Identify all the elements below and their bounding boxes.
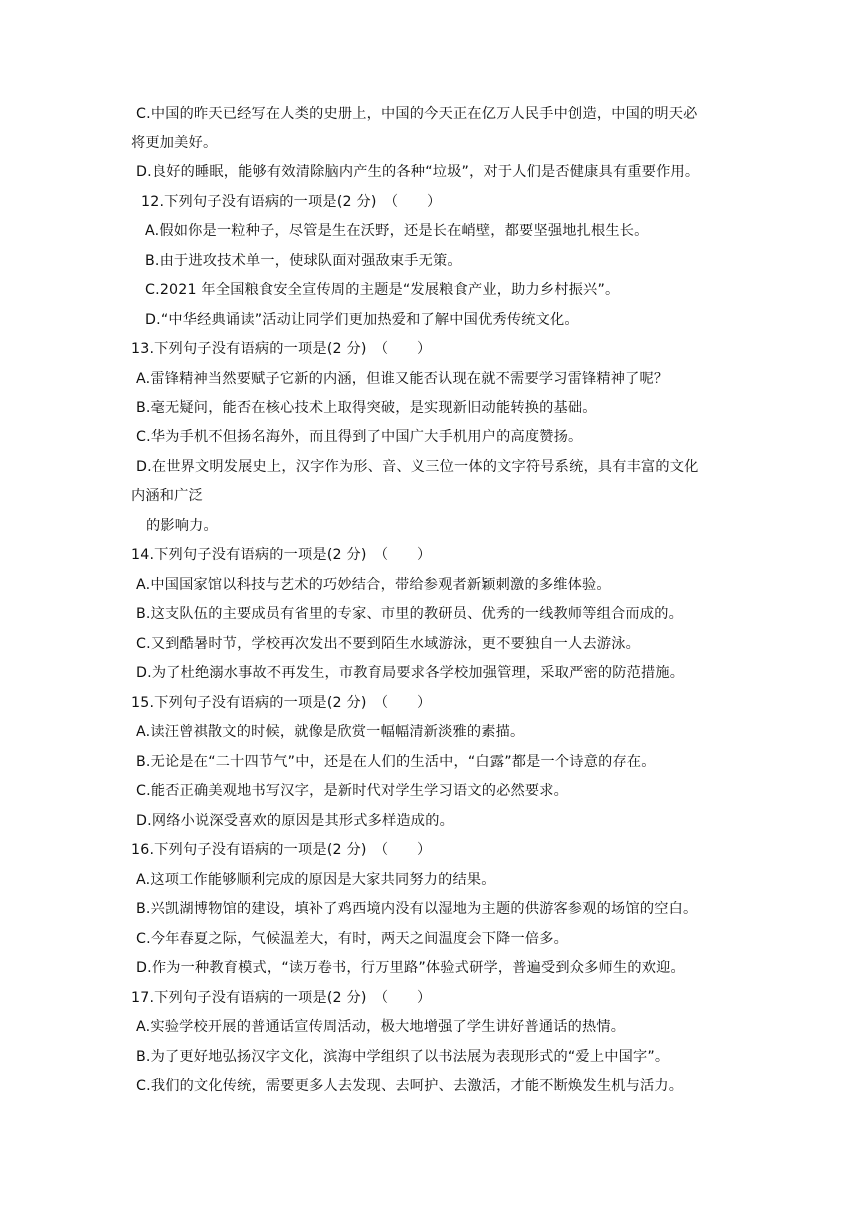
option-a-q17: A.实验学校开展的普通话宣传周活动，极大地增强了学生讲好普通话的热情。 bbox=[136, 1019, 626, 1035]
option-d-q16: D.作为一种教育模式，“读万卷书，行万里路”体验式研学，普遍受到众多师生的欢迎。 bbox=[136, 960, 685, 976]
option-d-q13-line2: 内涵和广泛 bbox=[131, 488, 203, 504]
option-a-q13: A.雷锋精神当然要赋子它新的内涵，但谁又能否认现在就不需要学习雷锋精神了呢？ bbox=[136, 371, 669, 387]
option-d-q14: D.为了杜绝溺水事故不再发生，市教育局要求各学校加强管理，采取严密的防范措施。 bbox=[136, 665, 685, 681]
option-b-q16: B.兴凯湖博物馆的建设，填补了鸡西境内没有以湿地为主题的供游客参观的场馆的空白。 bbox=[136, 901, 698, 917]
option-c-q14: C.又到酷暑时节，学校再次发出不要到陌生水域游泳，更不要独自一人去游泳。 bbox=[136, 636, 640, 652]
option-c-q13: C.华为手机不但扬名海外，而且得到了中国广大手机用户的高度赞扬。 bbox=[136, 429, 583, 445]
option-c-q12: C.2021 年全国粮食安全宣传周的主题是“发展粮食产业，助力乡村振兴”。 bbox=[145, 282, 620, 298]
option-a-q14: A.中国国家馆以科技与艺术的巧妙结合，带给参观者新颖刺激的多维体验。 bbox=[136, 577, 611, 593]
option-b-q14: B.这支队伍的主要成员有省里的专家、市里的教研员、优秀的一线教师等组合而成的。 bbox=[136, 606, 683, 622]
option-c-q17: C.我们的文化传统，需要更多人去发现、去呵护、去激活，才能不断焕发生机与活力。 bbox=[136, 1078, 684, 1094]
option-d-q13-line1: D.在世界文明发展史上，汉字作为形、音、义三位一体的文字符号系统，具有丰富的文化 bbox=[136, 459, 699, 475]
option-b-q17: B.为了更好地弘扬汉字文化，滨海中学组织了以书法展为表现形式的“爱上中国字”。 bbox=[136, 1049, 670, 1065]
option-d-q12: D.“中华经典诵读”活动让同学们更加热爱和了解中国优秀传统文化。 bbox=[145, 312, 579, 328]
option-d-q13-line3: 的影响力。 bbox=[146, 518, 218, 534]
option-b-q15: B.无论是在“二十四节气”中，还是在人们的生活中，“白露”都是一个诗意的存在。 bbox=[136, 754, 656, 770]
option-b-q12: B.由于进攻技术单一，使球队面对强敌束手无策。 bbox=[145, 253, 462, 269]
option-c-q15: C.能否正确美观地书写汉字，是新时代对学生学习语文的必然要求。 bbox=[136, 783, 569, 799]
question-14-title: 14.下列句子没有语病的一项是(2 分) （ ） bbox=[131, 547, 432, 563]
question-16-title: 16.下列句子没有语病的一项是(2 分) （ ） bbox=[131, 842, 432, 858]
option-a-q15: A.读汪曾祺散文的时候，就像是欣赏一幅幅清新淡雅的素描。 bbox=[136, 724, 525, 740]
option-d-q15: D.网络小说深受喜欢的原因是其形式多样造成的。 bbox=[136, 813, 454, 829]
question-15-title: 15.下列句子没有语病的一项是(2 分) （ ） bbox=[131, 695, 432, 711]
option-c-q11-line2: 将更加美好。 bbox=[131, 135, 218, 151]
question-12-title: 12.下列句子没有语病的一项是(2 分) （ ） bbox=[141, 194, 442, 210]
question-17-title: 17.下列句子没有语病的一项是(2 分) （ ） bbox=[131, 990, 432, 1006]
option-b-q13: B.毫无疑问，能否在核心技术上取得突破，是实现新旧动能转换的基础。 bbox=[136, 400, 597, 416]
option-a-q16: A.这项工作能够顺利完成的原因是大家共同努力的结果。 bbox=[136, 872, 496, 888]
option-c-q11-line1: C.中国的昨天已经写在人类的史册上，中国的今天正在亿万人民手中创造，中国的明天必 bbox=[136, 106, 698, 122]
option-d-q11: D.良好的睡眠，能够有效清除脑内产生的各种“垃圾”，对于人们是否健康具有重要作用。 bbox=[136, 164, 700, 180]
option-a-q12: A.假如你是一粒种子，尽管是生在沃野，还是长在峭壁，都要坚强地扎根生长。 bbox=[145, 223, 649, 239]
option-c-q16: C.今年春夏之际，气候温差大，有时，两天之间温度会下降一倍多。 bbox=[136, 931, 569, 947]
question-13-title: 13.下列句子没有语病的一项是(2 分) （ ） bbox=[131, 341, 432, 357]
